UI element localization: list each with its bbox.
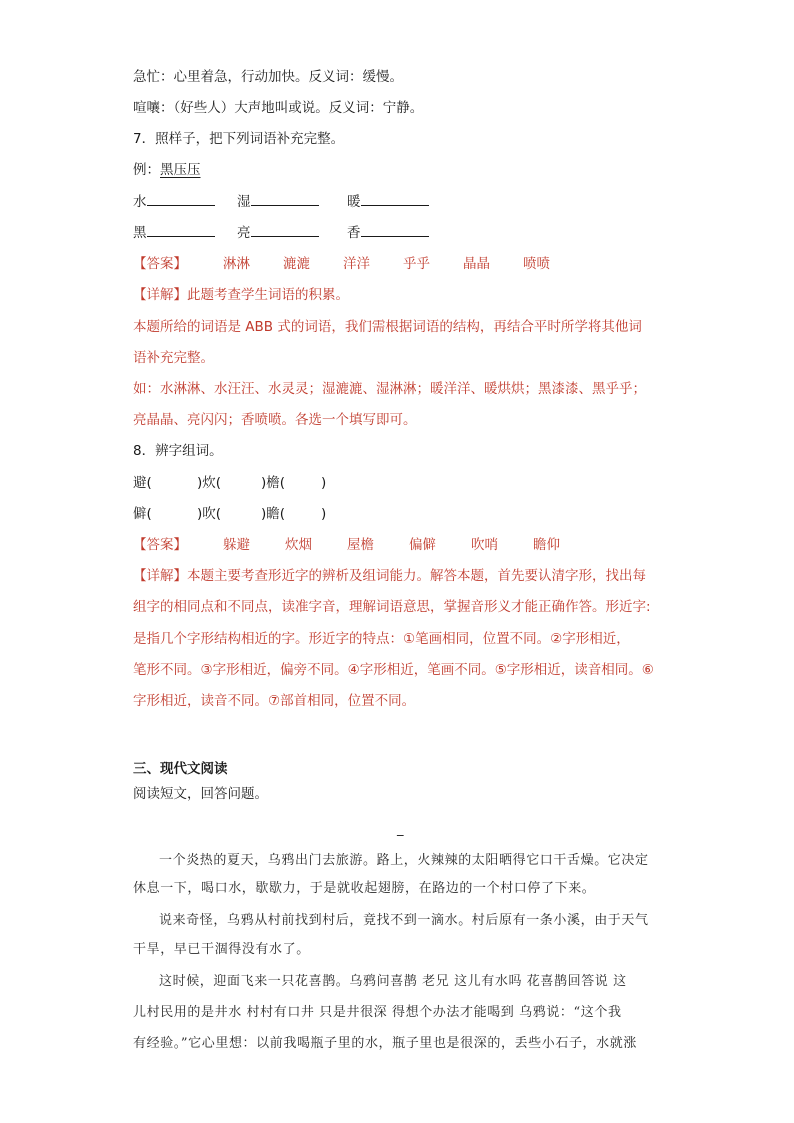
reading-instruction: 阅读短文，回答问题。 xyxy=(133,786,268,802)
answer-item: 躲避 xyxy=(223,537,250,553)
blank-line[interactable] xyxy=(147,224,215,237)
q7-question: 7．照样子，把下列词语补充完整。 xyxy=(133,131,345,147)
blank-line[interactable] xyxy=(251,193,319,206)
q8-question: 8．辨字组词。 xyxy=(133,443,223,459)
q8-detail-line: 【详解】本题主要考查形近字的辨析及组词能力。解答本题，首先要认清字形，找出每 xyxy=(133,568,646,584)
answer-item: 洋洋 xyxy=(343,256,370,272)
definition-xuanrang: 喧嚷：（好些人）大声地叫或说。反义词：宁静。 xyxy=(133,100,424,116)
q8-answer xyxy=(133,536,560,554)
answer-label: 【答案】 xyxy=(133,537,187,553)
blank-line[interactable] xyxy=(147,193,215,206)
q7-row2 xyxy=(133,224,429,242)
q7-example xyxy=(133,161,201,179)
story-line: 干旱，早已干涸得没有水了。 xyxy=(133,942,310,957)
section-heading: 三、现代文阅读 xyxy=(133,761,228,777)
story-line: 这时候，迎面飞来一只花喜鹊。乌鸦问喜鹊 老兄 这儿有水吗 花喜鹊回答说 这 xyxy=(159,974,627,989)
answer-item: 喷喷 xyxy=(523,256,550,272)
detail-label: 【详解】 xyxy=(133,287,187,303)
story-line: 儿村民用的是井水 村村有口井 只是井很深 得想个办法才能喝到 乌鸦说：“这个我 xyxy=(133,1005,622,1020)
q7-answer xyxy=(133,255,550,273)
answer-item: 瞻仰 xyxy=(533,537,560,553)
answer-item: 偏僻 xyxy=(409,537,436,553)
answer-item: 漉漉 xyxy=(283,256,310,272)
q7-detail-line: 如：水淋淋、水汪汪、水灵灵；湿漉漉、湿淋淋；暖洋洋、暖烘烘；黑漆漆、黑乎乎； xyxy=(133,381,646,397)
q7-char: 湿 xyxy=(237,194,251,210)
answer-item: 晶晶 xyxy=(463,256,490,272)
answer-item: 炊烟 xyxy=(285,537,312,553)
story-line: 说来奇怪，乌鸦从村前找到村后，竟找不到一滴水。村后原有一条小溪，由于天气 xyxy=(159,913,649,928)
answer-label: 【答案】 xyxy=(133,256,187,272)
story-line: 一个炎热的夏天，乌鸦出门去旅游。路上，火辣辣的太阳晒得它口干舌燥。它决定 xyxy=(159,853,649,868)
q7-detail-line: 本题所给的词语是 ABB 式的词语，我们需根据词语的结构，再结合平时所学将其他词 xyxy=(133,319,642,335)
q7-char: 黑 xyxy=(133,225,147,241)
q7-detail-line: 亮晶晶、亮闪闪；香喷喷。各选一个填写即可。 xyxy=(133,412,417,428)
blank-line[interactable] xyxy=(251,224,319,237)
blank-line[interactable] xyxy=(361,193,429,206)
q8-row1: 避( )炊( )檐( ) xyxy=(133,475,327,491)
q7-char: 亮 xyxy=(237,225,251,241)
title-placeholder: _ xyxy=(397,822,404,837)
definition-jimang: 急忙：心里着急，行动加快。反义词：缓慢。 xyxy=(133,69,403,85)
q8-detail-line: 字形相近，读音不同。⑦部首相同，位置不同。 xyxy=(133,693,416,709)
answer-item: 乎乎 xyxy=(403,256,430,272)
q7-example-label: 例： xyxy=(133,162,160,178)
q7-detail-line: 语补充完整。 xyxy=(133,350,214,366)
blank-line[interactable] xyxy=(361,224,429,237)
story-line: 有经验。”它心里想：以前我喝瓶子里的水，瓶子里也是很深的，丢些小石子，水就涨 xyxy=(133,1036,637,1051)
q7-detail-line: 【详解】此题考查学生词语的积累。 xyxy=(133,287,349,303)
story-line: 休息一下，喝口水，歇歇力，于是就收起翅膀，在路边的一个村口停了下来。 xyxy=(133,881,596,896)
detail-label: 【详解】 xyxy=(133,568,187,584)
answer-item: 吹哨 xyxy=(471,537,498,553)
answer-item: 屋檐 xyxy=(347,537,374,553)
q7-char: 水 xyxy=(133,194,147,210)
q8-row2: 僻( )吹( )瞻( ) xyxy=(133,506,327,522)
q8-detail-line: 组字的相同点和不同点，读准字音，理解词语意思，掌握音形义才能正确作答。形近字: xyxy=(133,599,651,615)
q8-detail-line: 笔形不同。③字形相近，偏旁不同。④字形相近，笔画不同。⑤字形相近，读音相同。⑥ xyxy=(133,662,654,678)
q7-char: 香 xyxy=(347,225,361,241)
q7-char: 暖 xyxy=(347,194,361,210)
q8-detail-line: 是指几个字形结构相近的字。形近字的特点：①笔画相同，位置不同。②字形相近， xyxy=(133,631,630,647)
answer-item: 淋淋 xyxy=(223,256,250,272)
q7-example-word: 黑压压 xyxy=(160,162,201,178)
q7-row1 xyxy=(133,193,429,211)
